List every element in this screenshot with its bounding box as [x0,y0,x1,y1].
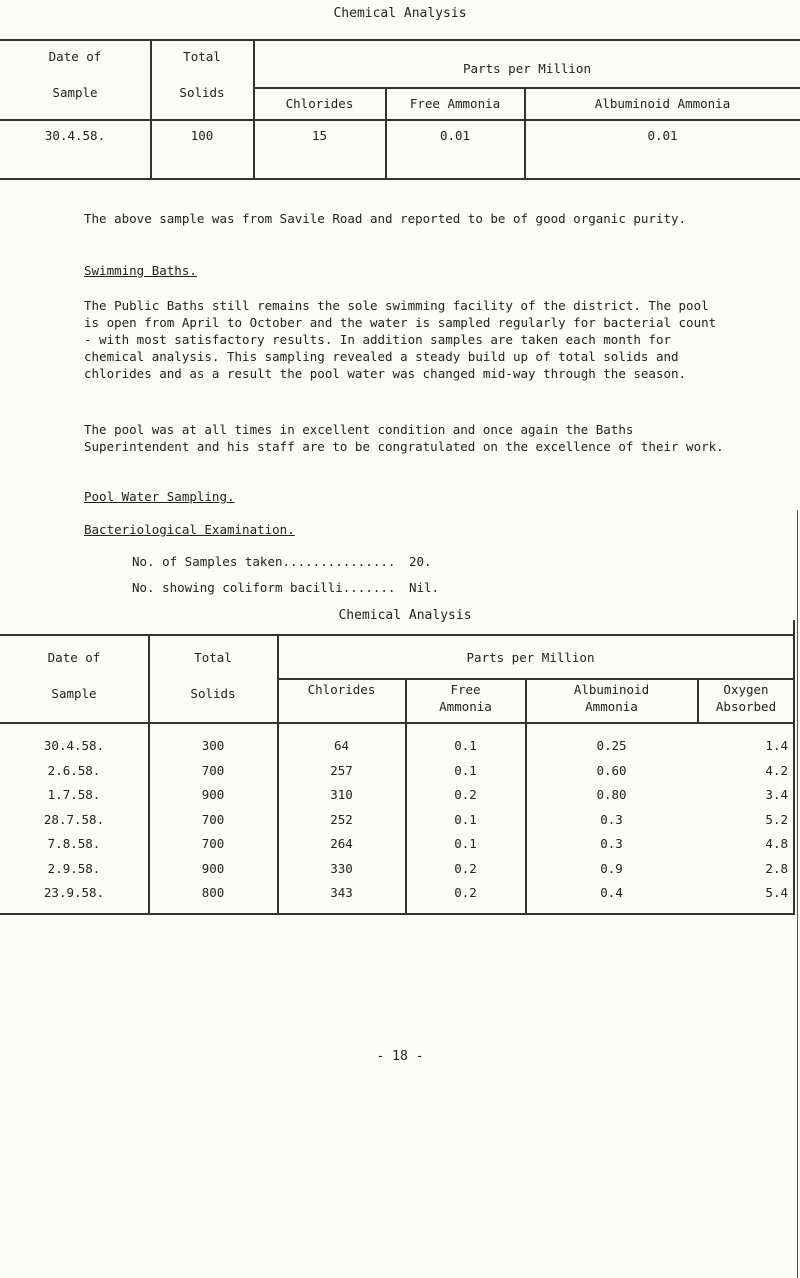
table2-cell-oxygen: 3.4 [765,787,788,802]
table1-top-rule [0,39,800,41]
table2-header-oxygen: Oxygen [723,682,769,697]
coliform-line [132,580,439,595]
table2-cell-date: 23.9.58. [43,885,105,900]
table1-cell-solids: 100 [190,128,214,143]
table2-cell-date: 28.7.58. [43,811,105,827]
table1-title: Chemical Analysis [333,6,467,21]
samples-taken-line [132,554,432,569]
table2-header-parts: Parts per Million [466,650,595,665]
table2-cell-chlorides: 257 [330,762,353,778]
table2-header-date: Date of [47,650,101,665]
table1-cell-chlorides: 15 [311,128,328,143]
table2-cell-albuminoid: 0.3 [600,811,623,827]
table2-bottom-rule [0,913,795,915]
table2-cell-solids: 700 [201,811,225,827]
heading-bacteriological: Bacteriological Examination. [84,522,295,537]
table2-top-rule [0,634,795,636]
table2-cell-solids: 700 [201,836,225,851]
table2-header-albuminoid: Ammonia [585,699,638,714]
table2-cell-free-ammonia: 0.1 [454,836,477,851]
page-number: - 18 - [376,1049,424,1064]
table2-header-oxygen: Absorbed [715,699,777,714]
table2-cell-oxygen: 4.2 [765,762,788,778]
table2-cell-date: 7.8.58. [47,836,101,851]
table2-cell-chlorides: 343 [330,885,353,900]
table1-header-parts: Parts per Million [463,61,591,76]
table1-header-free-ammonia: Free Ammonia [409,96,501,111]
table2-cell-oxygen: 1.4 [765,738,788,753]
table1-header-chlorides: Chlorides [285,96,354,111]
table2-cell-chlorides: 252 [330,811,353,827]
table2-cell-free-ammonia: 0.2 [454,860,477,876]
paragraph-pool-condition: The pool was at all times in excellent condition and once again the Baths Superintendent and his staff are to be congratulated on the excellence of their work. [84,422,724,454]
table2-subheader-rule [278,678,795,680]
table2-cell-free-ammonia: 0.2 [454,787,477,802]
table1-cell-albuminoid: 0.01 [647,128,678,143]
paragraph-savile-road: The above sample was from Savile Road and reported to be of good organic purity. [84,211,687,226]
coliform-label: No. showing coliform bacilli....... [132,580,396,595]
samples-taken-value: 20. [408,554,432,569]
table2-header-chlorides: Chlorides [307,682,376,697]
table1-cell-date: 30.4.58. [44,128,106,143]
table2-header-free-ammonia: Ammonia [439,699,492,714]
table2-cell-oxygen: 4.8 [765,836,788,851]
table2-cell-albuminoid: 0.80 [596,787,627,802]
table2-cell-free-ammonia: 0.1 [454,762,477,778]
table2-cell-solids: 800 [201,885,225,900]
table2-cell-oxygen: 2.8 [765,860,788,876]
table1-header-solids: Total [183,49,221,64]
table2-cell-oxygen: 5.4 [765,885,788,900]
table2-cell-albuminoid: 0.4 [600,885,623,900]
heading-pool-water-sampling: Pool Water Sampling. [84,489,235,504]
samples-taken-label: No. of Samples taken............... [132,554,396,569]
page-edge-line [797,510,798,1278]
paragraph-public-baths: The Public Baths still remains the sole swimming facility of the district. The pool is open from April to October and the water is sampled regularly for bacterial count - with most satisfactory results. In addition samples are taken each month for chemical analysis. This sampling revealed a steady build up of total solids and chlorides and as a result the pool water was changed mid-way through the season. [84,298,717,381]
table2-cell-chlorides: 310 [330,787,353,802]
table2-cell-free-ammonia: 0.1 [454,811,477,827]
table2-cell-chlorides: 330 [330,860,353,876]
table2-cell-date: 1.7.58. [47,787,101,802]
table2-cell-chlorides: 264 [330,836,353,851]
table2-cell-free-ammonia: 0.2 [454,885,477,900]
heading-swimming-baths: Swimming Baths. [84,263,197,278]
table2-header-albuminoid: Albuminoid [573,682,650,697]
table2-cell-oxygen: 5.2 [765,811,788,827]
table1-header-rule [0,119,800,121]
table2-cell-date: 2.9.58. [47,860,101,876]
table2-header-rule [0,722,795,724]
table2-title: Chemical Analysis [338,608,472,623]
table1-bottom-rule [0,178,800,180]
table2-cell-solids: 700 [201,762,225,778]
table1-header-date: Date of [48,49,102,64]
table1-header-albuminoid: Albuminoid Ammonia [594,96,731,111]
table2-divider [793,620,795,914]
table2-header-solids: Total [194,650,232,665]
table2-header-solids: Solids [190,686,236,701]
table2-header-free-ammonia: Free [450,682,481,697]
table1-subheader-rule [254,87,800,89]
table1-header-solids: Solids [179,85,225,100]
table1-header-date: Sample [52,85,98,100]
table2-cell-albuminoid: 0.3 [600,836,623,851]
table2-cell-albuminoid: 0.60 [596,762,627,778]
table2-header-date: Sample [51,686,97,701]
table1-cell-free-ammonia: 0.01 [439,128,471,143]
table2-cell-solids: 900 [201,860,225,876]
table2-cell-albuminoid: 0.9 [600,860,623,876]
table2-cell-free-ammonia: 0.1 [454,738,477,753]
table2-cell-date: 30.4.58. [43,738,105,753]
table2-cell-solids: 900 [201,787,225,802]
table2-cell-solids: 300 [201,738,225,753]
table2-cell-date: 2.6.58. [47,762,101,778]
coliform-value: Nil. [408,580,440,595]
table2-cell-albuminoid: 0.25 [596,738,627,753]
table2-cell-chlorides: 64 [333,738,350,753]
